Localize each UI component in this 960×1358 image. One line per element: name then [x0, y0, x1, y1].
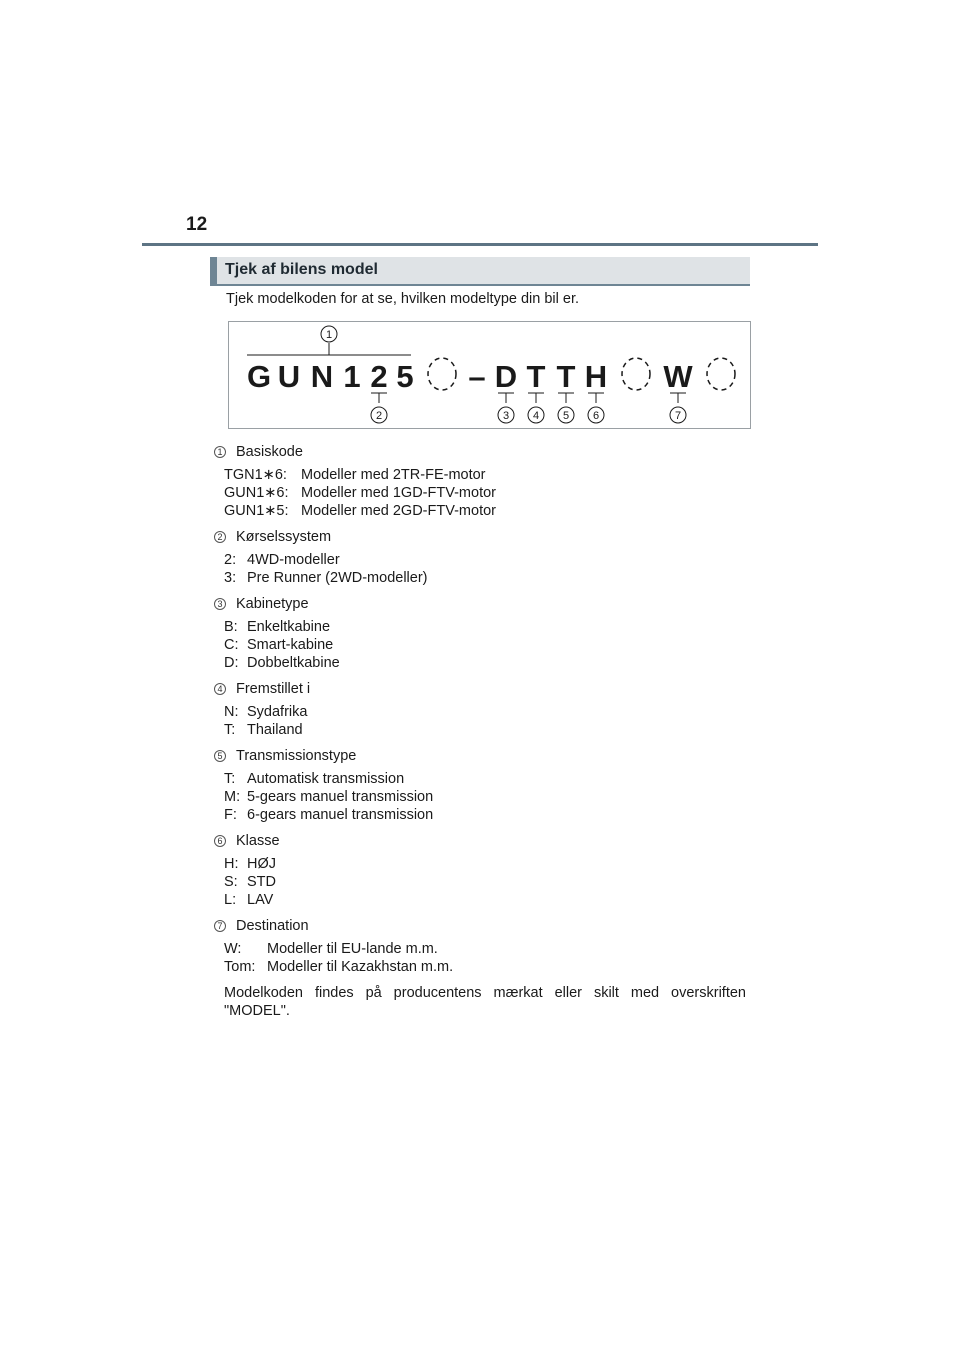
section-marker — [210, 257, 217, 284]
code-character: D — [494, 359, 518, 394]
callout-number-icon: 4 — [214, 683, 226, 695]
code-character: G — [246, 359, 272, 394]
code-character: 5 — [396, 359, 414, 394]
code-row — [224, 654, 754, 672]
code-list — [224, 940, 754, 976]
model-code-diagram — [228, 321, 751, 429]
code-row — [224, 891, 754, 909]
callout-number-icon: 2 — [214, 531, 226, 543]
code-row — [224, 569, 754, 587]
section-title: Tjek af bilens model — [225, 261, 378, 278]
section-6 — [214, 832, 754, 909]
section-title-text: Kørselssystem — [236, 529, 332, 545]
intro-text: Tjek modelkoden for at se, hvilken modeltype din bil er. — [226, 291, 580, 307]
section-heading — [214, 528, 754, 546]
code-key: W: — [224, 941, 242, 957]
callout-number-icon: 6 — [214, 835, 226, 847]
code-list — [224, 551, 754, 587]
code-key: 2: — [224, 552, 237, 568]
code-row — [224, 636, 754, 654]
section-title-text: Basiskode — [236, 444, 303, 460]
code-list — [224, 855, 754, 909]
code-row — [224, 806, 754, 824]
code-key: D: — [224, 655, 239, 671]
code-value: 4WD-modeller — [247, 552, 340, 568]
code-value: HØJ — [247, 856, 276, 872]
code-value: Modeller med 1GD-FTV-motor — [301, 485, 496, 501]
code-row — [224, 466, 754, 484]
callout-number: 2 — [375, 410, 383, 422]
code-row — [224, 618, 754, 636]
code-character: W — [663, 359, 693, 394]
callout-number-icon: 3 — [214, 598, 226, 610]
placeholder-oval — [622, 358, 650, 390]
code-value: Modeller til Kazakhstan m.m. — [267, 959, 454, 975]
code-key: C: — [224, 637, 239, 653]
section-title-text: Transmissionstype — [236, 748, 357, 764]
code-character: T — [526, 359, 546, 394]
code-value: Dobbeltkabine — [247, 655, 340, 671]
code-value: Automatisk transmission — [247, 771, 405, 787]
callout-number: 5 — [562, 410, 570, 422]
code-character: 1 — [343, 359, 361, 394]
code-key: N: — [224, 704, 239, 720]
code-character: 2 — [370, 359, 388, 394]
section-1 — [214, 443, 754, 520]
code-list — [224, 703, 754, 739]
section-3 — [214, 595, 754, 672]
code-key: TGN1∗6: — [224, 467, 287, 483]
section-4 — [214, 680, 754, 739]
header-rule — [142, 243, 818, 246]
code-key: GUN1∗6: — [224, 485, 289, 501]
placeholder-oval — [428, 358, 456, 390]
section-title-text: Fremstillet i — [236, 681, 311, 697]
section-heading — [214, 680, 754, 698]
code-value: Smart-kabine — [247, 637, 334, 653]
code-row — [224, 551, 754, 569]
section-2 — [214, 528, 754, 587]
section-heading — [214, 832, 754, 850]
code-character: N — [310, 359, 334, 394]
code-value: 6-gears manuel transmission — [247, 807, 434, 823]
code-key: T: — [224, 771, 236, 787]
code-value: LAV — [247, 892, 274, 908]
code-list — [224, 618, 754, 672]
code-row — [224, 484, 754, 502]
code-value: Sydafrika — [247, 704, 308, 720]
section-header — [210, 257, 750, 286]
code-character: T — [556, 359, 576, 394]
code-value: Modeller med 2TR-FE-motor — [301, 467, 486, 483]
callout-number: 4 — [532, 410, 540, 422]
code-explanations — [214, 443, 754, 984]
code-list — [224, 770, 754, 824]
code-value: Modeller til EU-lande m.m. — [267, 941, 438, 957]
code-key: 3: — [224, 570, 237, 586]
code-value: Pre Runner (2WD-modeller) — [247, 570, 428, 586]
callout-number: 6 — [592, 410, 600, 422]
callout-number: 3 — [502, 410, 510, 422]
code-row — [224, 703, 754, 721]
code-row — [224, 873, 754, 891]
callout-number-icon: 1 — [214, 446, 226, 458]
model-code-svg — [229, 322, 750, 428]
section-title-text: Klasse — [236, 833, 280, 849]
callout-number-icon: 7 — [214, 920, 226, 932]
code-key: B: — [224, 619, 238, 635]
section-heading — [214, 595, 754, 613]
code-list — [224, 466, 754, 520]
section-heading — [214, 747, 754, 765]
code-key: H: — [224, 856, 239, 872]
code-key: M: — [224, 789, 241, 805]
code-row — [224, 721, 754, 739]
section-title-text: Destination — [236, 918, 309, 934]
section-heading — [214, 917, 754, 935]
code-key: S: — [224, 874, 238, 890]
code-row — [224, 940, 754, 958]
code-row — [224, 958, 754, 976]
code-row — [224, 788, 754, 806]
callout-number-icon: 5 — [214, 750, 226, 762]
page-number: 12 — [186, 214, 208, 235]
callout-number: 1 — [325, 329, 333, 341]
code-value: Modeller med 2GD-FTV-motor — [301, 503, 496, 519]
callout-number: 7 — [674, 410, 682, 422]
placeholder-oval — [707, 358, 735, 390]
section-7 — [214, 917, 754, 976]
code-key: GUN1∗5: — [224, 503, 289, 519]
code-character: – — [468, 359, 486, 394]
code-character: U — [277, 359, 301, 394]
code-key: F: — [224, 807, 237, 823]
code-key: T: — [224, 722, 236, 738]
section-title-text: Kabinetype — [236, 596, 309, 612]
section-heading — [214, 443, 754, 461]
code-value: Thailand — [247, 722, 303, 738]
footer-text: Modelkoden findes på producentens mærkat eller skilt med overskriften "MODEL". — [224, 985, 746, 1019]
code-row — [224, 770, 754, 788]
code-value: 5-gears manuel transmission — [247, 789, 434, 805]
code-value: STD — [247, 874, 276, 890]
code-value: Enkeltkabine — [247, 619, 331, 635]
code-key: L: — [224, 892, 237, 908]
code-key: Tom: — [224, 959, 256, 975]
code-character: H — [584, 359, 608, 394]
code-row — [224, 502, 754, 520]
code-row — [224, 855, 754, 873]
section-5 — [214, 747, 754, 824]
